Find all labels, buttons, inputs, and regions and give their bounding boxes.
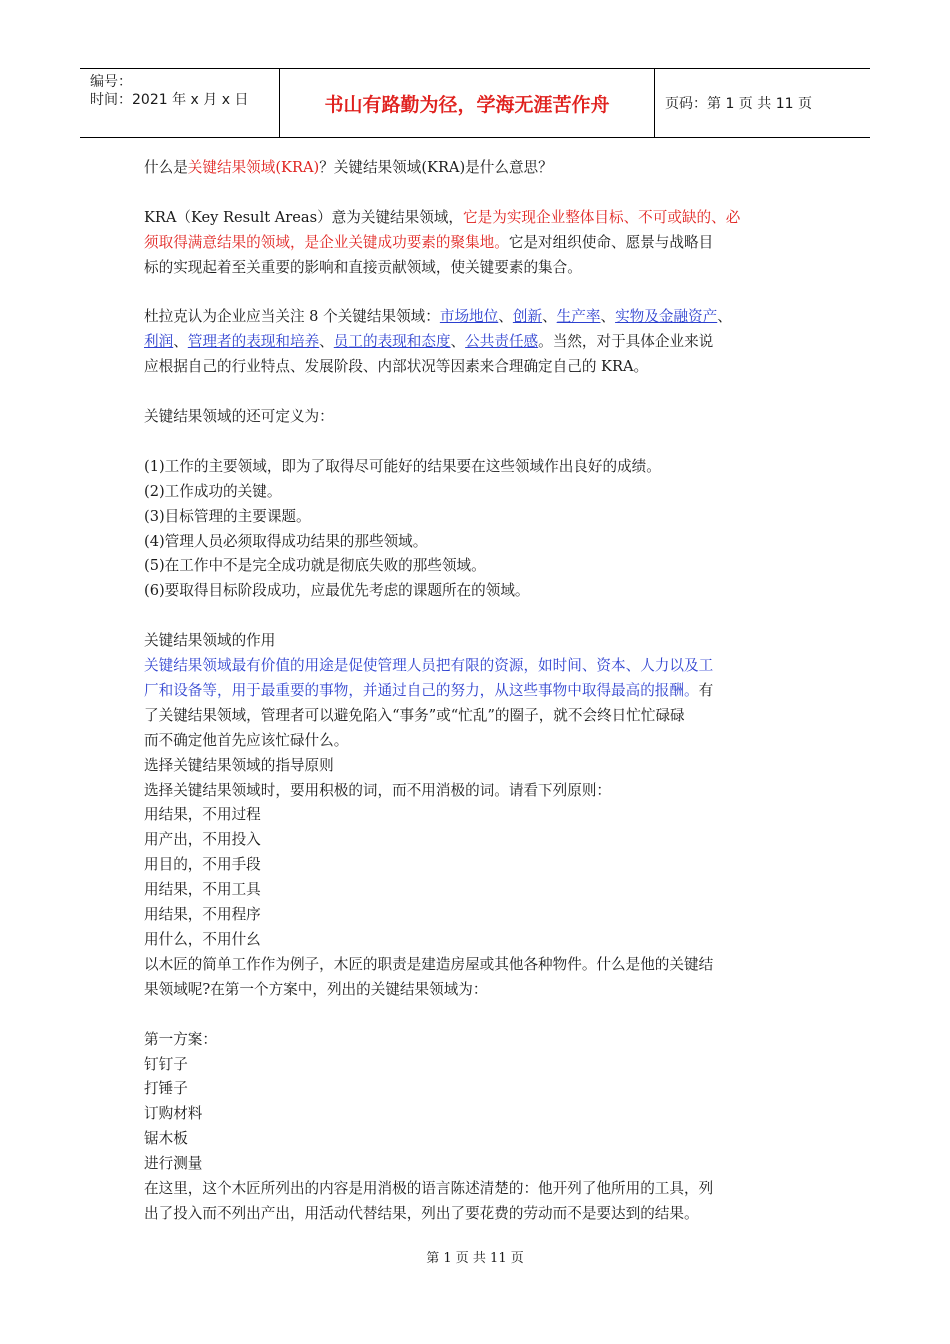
list-item: 钉钉子 — [144, 1055, 188, 1073]
header-page-number: 页码：第 1 页 共 11 页 — [665, 96, 812, 112]
list-item: 用结果，不用过程 — [144, 806, 261, 824]
link-employee-performance[interactable]: 员工的表现和态度 — [333, 333, 451, 351]
page-footer: 第 1 页 共 11 页 — [426, 1251, 524, 1266]
def-title: 关键结果领域的还可定义为： — [144, 408, 334, 426]
list-item: 订购材料 — [144, 1105, 203, 1123]
list-item: (2)工作成功的关键。 — [144, 482, 282, 500]
link-market-position[interactable]: 市场地位 — [439, 308, 499, 326]
link-productivity[interactable]: 生产率 — [556, 308, 601, 326]
list-item: (5)在工作中不是完全成功就是彻底失败的那些领域。 — [144, 557, 486, 575]
list-item: (1)工作的主要领域，即为了取得尽可能好的结果要在这些领域作出良好的成绩。 — [144, 457, 661, 475]
list-item: (4)管理人员必须取得成功结果的那些领域。 — [144, 532, 428, 550]
link-innovation[interactable]: 创新 — [512, 308, 543, 326]
list-item: 用什么，不用什幺 — [144, 931, 261, 949]
page-header — [80, 68, 870, 138]
link-manager-performance[interactable]: 管理者的表现和培养 — [187, 333, 320, 351]
list-item: (3)目标管理的主要课题。 — [144, 507, 311, 525]
role-highlight: 关键结果领域最有价值的用途是促使管理人员把有限的资源，如时间、资本、人力以及工 — [144, 657, 714, 675]
drucker-paragraph: 杜拉克认为企业应当关注 8 个关键结果领域：市场地位、创新、生产率、实物及金融资产、 — [144, 308, 732, 326]
list-item: 用目的，不用手段 — [144, 856, 261, 874]
kra-term: 关键结果领域(KRA) — [187, 159, 320, 176]
header-meta — [80, 69, 280, 137]
list-item: 用产出，不用投入 — [144, 831, 261, 849]
header-motto: 书山有路勤为径，学海无涯苦作舟 — [280, 69, 655, 137]
link-physical-financial-assets[interactable]: 实物及金融资产 — [615, 308, 718, 326]
list-item: (6)要取得目标阶段成功，应最优先考虑的课题所在的领域。 — [144, 582, 530, 600]
list-item: 进行测量 — [144, 1155, 203, 1173]
principle-title: 选择关键结果领域的指导原则 — [144, 756, 334, 774]
doc-code: 编号： — [90, 74, 132, 90]
list-item: 锯木板 — [144, 1130, 188, 1148]
doc-date: 时间：2021 年 x 月 x 日 — [90, 92, 249, 108]
list-item: 用结果，不用程序 — [144, 906, 261, 924]
list-item: 用结果，不用工具 — [144, 881, 261, 899]
definition-paragraph: KRA（Key Result Areas）意为关键结果领域，它是为实现企业整体目标、不可或缺的、必 — [144, 208, 741, 226]
plan-title: 第一方案： — [144, 1030, 217, 1048]
role-title: 关键结果领域的作用 — [144, 632, 276, 650]
question-line: 什么是关键结果领域(KRA)？关键结果领域(KRA)是什么意思？ — [144, 159, 553, 176]
list-item: 打锤子 — [144, 1080, 188, 1098]
link-public-responsibility[interactable]: 公共责任感 — [465, 333, 539, 351]
document-body: 什么是关键结果领域(KRA)？关键结果领域(KRA)是什么意思？ KRA（Key Result Areas）意为关键结果领域，它是为实现企业整体目标、不可或缺的、必 须取得满意结果的领域，是企业关键成功要素的聚集地。它是对组织使命、愿景与战略目 标的实现起着至关重要的影响和直接贡献领域，使关键要素的集合。 杜拉克认为企业应当关注 8 个关键结果领域：市场地位、创新、生产率、实物及金融资产、 利润、管理者的表现和培养、员工的表现和态度、公共责任感。当然，对于具体企业来说 应根据自己的行业特点、发展阶段、内部状况等因素来合理确定自己的 KRA。 关键结果领域的还可定义为： (1)工作的主要领域，即为了取得尽可能好的结果要在这些领域作出良好的成绩。 (2)工作成功的关键。 (3)目标管理的主要课题。 (4)管理人员必须取得成功结果的那些领域。 (5)在工作中不是完全成功就是彻底失败的那些领域。 (6)要取得目标阶段成功，应最优先考虑的课题所在的领域。 关键结果领域的作用 关键结果领域最有价值的用途是促使管理人员把有限的资源，如时间、资本、人力以及工 厂和设备等，用于最重要的事物，并通过自己的努力，从这些事物中取得最高的报酬。有 了关键结果领域，管理者可以避免陷入“事务”或“忙乱”的圈子，就不会终日忙忙碌碌 而不确定他首先应该忙碌什么。 选择关键结果领域的指导原则 选择关键结果领域时，要用积极的词，而不用消极的词。请看下列原则： 用结果，不用过程 用产出，不用投入 用目的，不用手段 用结果，不用工具 用结果，不用程序 用什么，不用什幺 以木匠的简单工作作为例子，木匠的职责是建造房屋或其他各种物件。什么是他的关键结 果领域呢?在第一个方案中，列出的关键结果领域为： 第一方案： 钉钉子 打锤子 订购材料 锯木板 进行测量 在这里，这个木匠所列出的内容是用消极的语言陈述清楚的：他开列了他所用的工具，列 出了投入而不列出产出，用活动代替结果，列出了要花费的劳动而不是要达到的结果。 — [144, 156, 808, 1227]
link-profit[interactable]: 利润 — [144, 333, 174, 351]
